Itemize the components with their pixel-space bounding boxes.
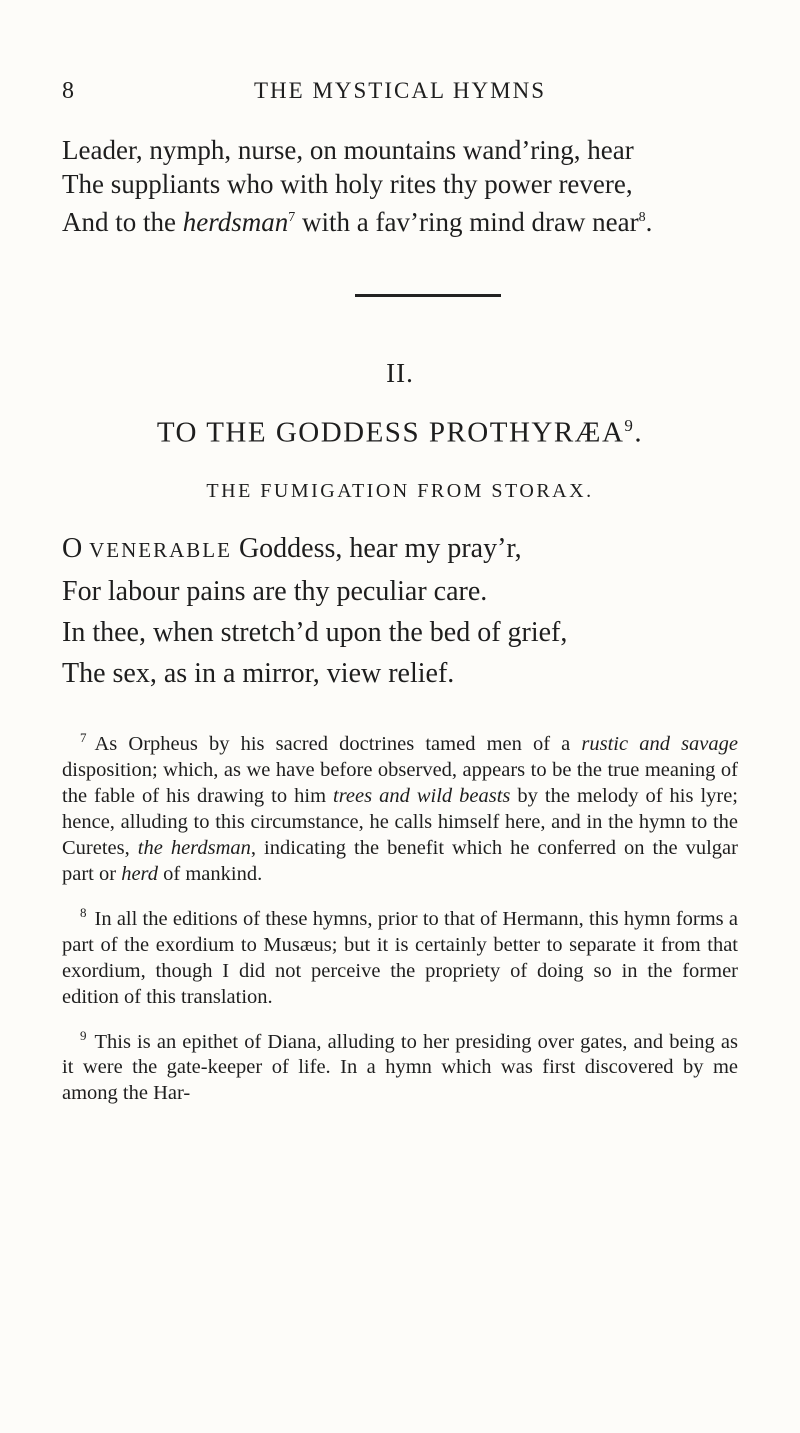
- section-number: II.: [386, 358, 414, 388]
- hymn-subtitle: THE FUMIGATION FROM STORAX.: [206, 480, 594, 502]
- verse-line: And to the herdsman$^7$ with a fav’ring mind draw near$^8$.: [62, 207, 653, 237]
- footnote-ref-7[interactable]: 7: [288, 210, 296, 225]
- verse-line: For labour pains are thy peculiar care.: [62, 576, 488, 607]
- section-divider: [355, 294, 501, 297]
- page-number: 8: [62, 78, 75, 104]
- hymn-verse: [62, 528, 752, 694]
- footnote-8: $^8$ In all the editions of these hymns, prior to that of Hermann, this hymn forms a part of the exordium to Musæus; but it is certainly better to separate it from that exordium, though I did not perceive the propriety of doing so in the former edition of this translation.: [62, 904, 738, 1008]
- footnote-ref-8[interactable]: 8: [638, 210, 646, 225]
- footnote-ref-9[interactable]: 9: [624, 416, 635, 435]
- hymn-title: TO THE GODDESS PROTHYRÆA$^9$.: [156, 416, 644, 449]
- verse-line: O VENERABLE Goddess, hear my pray’r,: [62, 533, 522, 564]
- verse-line: Leader, nymph, nurse, on mountains wand’ring, hear: [62, 135, 634, 165]
- herdsman-word: herdsman: [182, 207, 289, 237]
- page-header: [62, 78, 738, 112]
- verse-continuation: [62, 133, 742, 239]
- verse-line: In thee, when stretch’d upon the bed of grief,: [62, 617, 568, 648]
- footnotes: [62, 725, 738, 1119]
- verse-line: The suppliants who with holy rites thy power revere,: [62, 169, 633, 199]
- footnote-7: $^7$ As Orpheus by his sacred doctrines tamed men of a rustic and savage disposition; which, as we have before observed, appears to be the true meaning of the fable of his drawing to him trees and wild beasts by the melody of his lyre; hence, alluding to this circumstance, he calls himself here, and in the hymn to the Curetes, the herdsman, indicating the benefit which he conferred on the vulgar part or herd of mankind.: [62, 730, 739, 885]
- verse-line: The sex, as in a mirror, view relief.: [62, 658, 455, 689]
- running-head: THE MYSTICAL HYMNS: [254, 78, 546, 103]
- footnote-9: $^9$ This is an epithet of Diana, alluding to her presiding over gates, and being as it were the gate-keeper of life. In a hymn which was first discovered by me among the Har-: [62, 1027, 738, 1105]
